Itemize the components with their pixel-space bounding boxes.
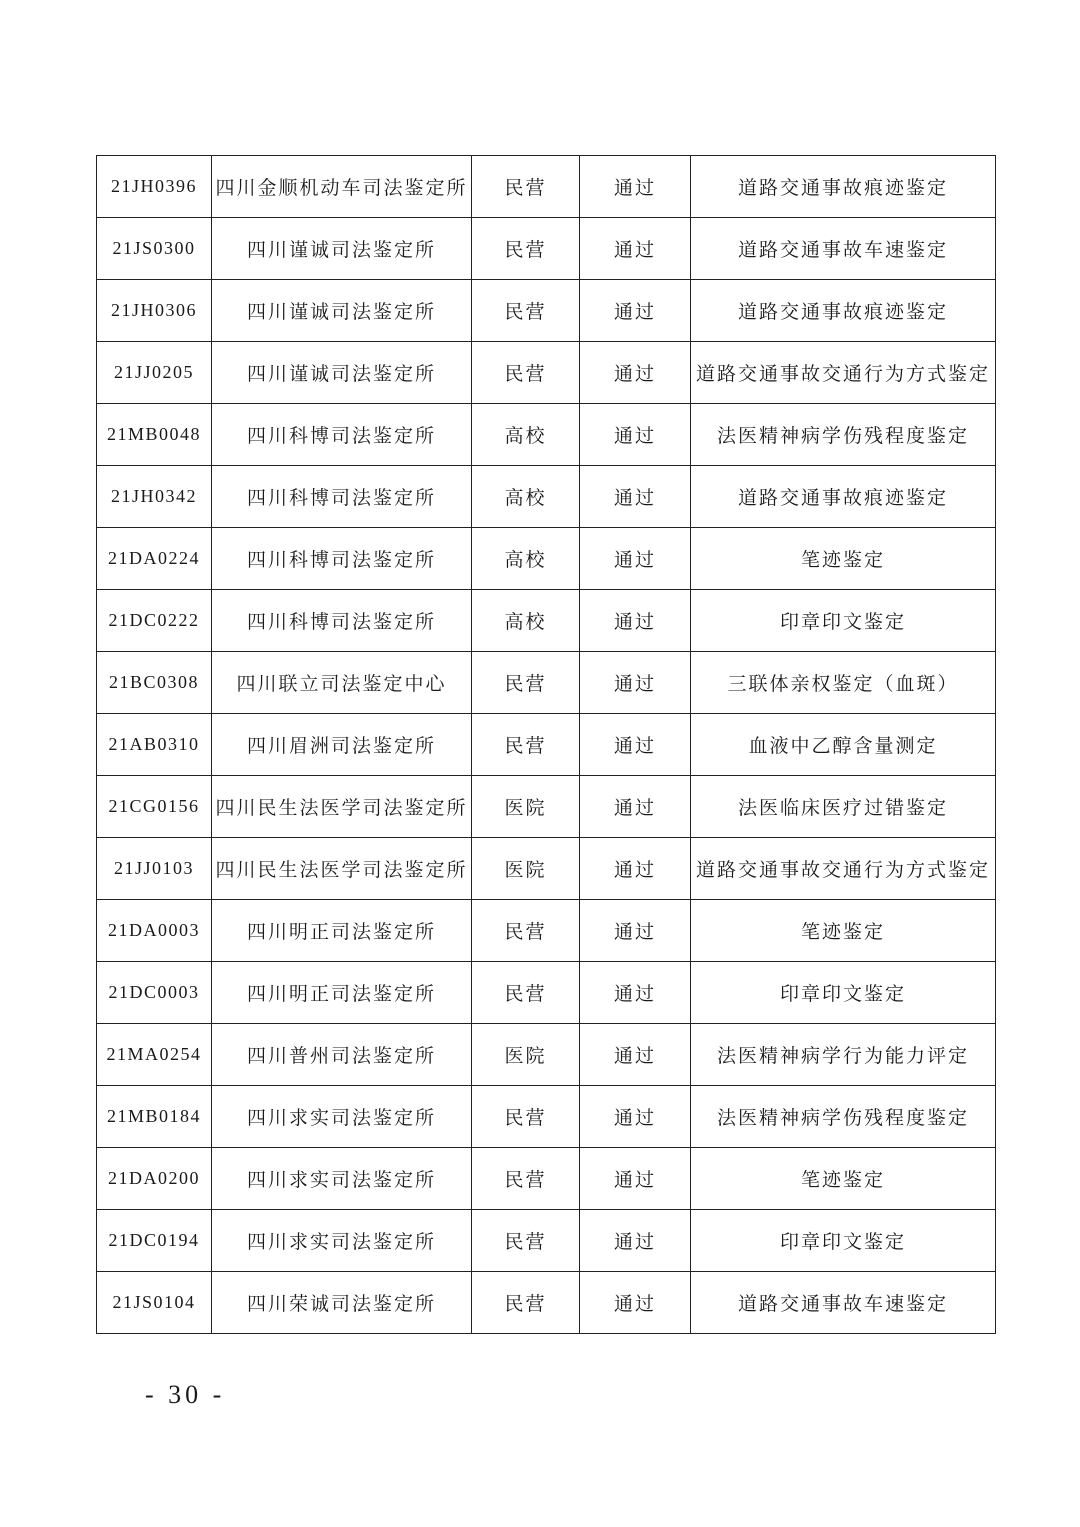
cell-type: 高校 [472,404,580,466]
cell-type: 民营 [472,962,580,1024]
results-table-body [97,156,996,1334]
cell-code: 21DA0003 [97,900,212,962]
cell-type: 民营 [472,1210,580,1272]
cell-code: 21JH0396 [97,156,212,218]
table-row [97,528,996,590]
cell-institution: 四川金顺机动车司法鉴定所 [212,156,472,218]
cell-code: 21DC0194 [97,1210,212,1272]
cell-item: 血液中乙醇含量测定 [691,714,996,776]
cell-code: 21DA0224 [97,528,212,590]
cell-type: 民营 [472,280,580,342]
table-row [97,218,996,280]
cell-result: 通过 [580,404,691,466]
cell-result: 通过 [580,1086,691,1148]
cell-code: 21CG0156 [97,776,212,838]
page-number: - 30 - [145,1380,226,1409]
cell-type: 民营 [472,900,580,962]
cell-institution: 四川联立司法鉴定中心 [212,652,472,714]
cell-item: 印章印文鉴定 [691,590,996,652]
cell-result: 通过 [580,1272,691,1334]
cell-code: 21MB0048 [97,404,212,466]
cell-item: 笔迹鉴定 [691,528,996,590]
cell-code: 21MA0254 [97,1024,212,1086]
table-row [97,776,996,838]
cell-type: 民营 [472,156,580,218]
cell-item: 法医精神病学伤残程度鉴定 [691,1086,996,1148]
cell-type: 民营 [472,218,580,280]
cell-item: 法医临床医疗过错鉴定 [691,776,996,838]
cell-item: 道路交通事故车速鉴定 [691,1272,996,1334]
cell-code: 21JJ0205 [97,342,212,404]
cell-result: 通过 [580,962,691,1024]
results-table [96,155,996,1334]
cell-type: 民营 [472,714,580,776]
cell-code: 21BC0308 [97,652,212,714]
cell-code: 21AB0310 [97,714,212,776]
cell-result: 通过 [580,1210,691,1272]
cell-institution: 四川科博司法鉴定所 [212,590,472,652]
cell-code: 21JS0104 [97,1272,212,1334]
cell-item: 三联体亲权鉴定（血斑） [691,652,996,714]
cell-institution: 四川科博司法鉴定所 [212,466,472,528]
cell-type: 高校 [472,466,580,528]
cell-institution: 四川民生法医学司法鉴定所 [212,838,472,900]
cell-item: 道路交通事故痕迹鉴定 [691,156,996,218]
cell-code: 21MB0184 [97,1086,212,1148]
cell-institution: 四川求实司法鉴定所 [212,1086,472,1148]
cell-institution: 四川谨诚司法鉴定所 [212,342,472,404]
cell-type: 高校 [472,590,580,652]
cell-type: 医院 [472,838,580,900]
table-row [97,714,996,776]
cell-code: 21JS0300 [97,218,212,280]
cell-result: 通过 [580,528,691,590]
cell-type: 高校 [472,528,580,590]
cell-institution: 四川明正司法鉴定所 [212,900,472,962]
table-row [97,1272,996,1334]
cell-result: 通过 [580,838,691,900]
table-row [97,652,996,714]
cell-result: 通过 [580,714,691,776]
cell-item: 道路交通事故痕迹鉴定 [691,466,996,528]
table-row [97,900,996,962]
cell-type: 民营 [472,652,580,714]
table-row [97,1210,996,1272]
cell-item: 道路交通事故痕迹鉴定 [691,280,996,342]
table-row [97,1024,996,1086]
cell-item: 笔迹鉴定 [691,1148,996,1210]
cell-institution: 四川民生法医学司法鉴定所 [212,776,472,838]
cell-result: 通过 [580,218,691,280]
table-row [97,156,996,218]
cell-result: 通过 [580,900,691,962]
cell-code: 21DC0222 [97,590,212,652]
cell-result: 通过 [580,590,691,652]
cell-result: 通过 [580,776,691,838]
cell-institution: 四川眉洲司法鉴定所 [212,714,472,776]
cell-type: 医院 [472,1024,580,1086]
cell-type: 民营 [472,1272,580,1334]
table-row [97,280,996,342]
cell-institution: 四川普州司法鉴定所 [212,1024,472,1086]
table-row [97,342,996,404]
cell-code: 21DA0200 [97,1148,212,1210]
cell-type: 民营 [472,1086,580,1148]
cell-item: 法医精神病学行为能力评定 [691,1024,996,1086]
cell-result: 通过 [580,1024,691,1086]
cell-item: 印章印文鉴定 [691,962,996,1024]
cell-item: 法医精神病学伤残程度鉴定 [691,404,996,466]
table-row [97,1086,996,1148]
table-row [97,590,996,652]
table-row [97,466,996,528]
cell-institution: 四川明正司法鉴定所 [212,962,472,1024]
cell-type: 民营 [472,1148,580,1210]
cell-code: 21JJ0103 [97,838,212,900]
cell-institution: 四川荣诚司法鉴定所 [212,1272,472,1334]
cell-institution: 四川谨诚司法鉴定所 [212,280,472,342]
table-row [97,838,996,900]
cell-code: 21JH0342 [97,466,212,528]
cell-type: 民营 [472,342,580,404]
cell-result: 通过 [580,1148,691,1210]
cell-institution: 四川求实司法鉴定所 [212,1210,472,1272]
cell-item: 笔迹鉴定 [691,900,996,962]
table-row [97,1148,996,1210]
cell-item: 印章印文鉴定 [691,1210,996,1272]
cell-result: 通过 [580,280,691,342]
cell-result: 通过 [580,466,691,528]
cell-institution: 四川科博司法鉴定所 [212,528,472,590]
cell-item: 道路交通事故车速鉴定 [691,218,996,280]
cell-item: 道路交通事故交通行为方式鉴定 [691,838,996,900]
cell-institution: 四川谨诚司法鉴定所 [212,218,472,280]
table-row [97,404,996,466]
cell-code: 21DC0003 [97,962,212,1024]
cell-result: 通过 [580,156,691,218]
cell-type: 医院 [472,776,580,838]
cell-result: 通过 [580,342,691,404]
cell-institution: 四川求实司法鉴定所 [212,1148,472,1210]
cell-result: 通过 [580,652,691,714]
cell-code: 21JH0306 [97,280,212,342]
cell-item: 道路交通事故交通行为方式鉴定 [691,342,996,404]
table-row [97,962,996,1024]
cell-institution: 四川科博司法鉴定所 [212,404,472,466]
